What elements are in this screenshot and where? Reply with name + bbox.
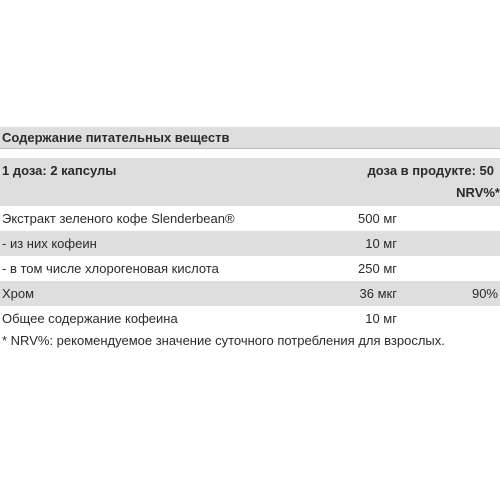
- nutrition-table: [0, 127, 500, 331]
- nutrient-name: Хром: [2, 286, 35, 301]
- table-row: [0, 281, 500, 306]
- table-row: [0, 206, 500, 231]
- table-row: [0, 231, 500, 256]
- nutrient-amount: 36 мкг: [359, 286, 397, 301]
- nutrient-amount: 250 мг: [358, 261, 397, 276]
- nutrient-amount: 10 мг: [365, 311, 397, 326]
- dose-header: [0, 158, 500, 206]
- table-row: [0, 306, 500, 331]
- serving-size: 1 доза: 2 капсулы: [2, 163, 117, 178]
- table-row: [0, 256, 500, 281]
- nrv-column-header: NRV%*: [456, 185, 500, 200]
- nutrient-name: Экстракт зеленого кофе Slenderbean®: [2, 211, 235, 226]
- servings-per-container: доза в продукте: 50: [367, 163, 494, 178]
- nutrient-amount: 500 мг: [358, 211, 397, 226]
- table-title: Содержание питательных веществ: [0, 127, 500, 148]
- nutrient-name: Общее содержание кофеина: [2, 311, 178, 326]
- nutrient-name: - в том числе хлорогеновая кислота: [2, 261, 219, 276]
- nutrient-nrv: 90%: [471, 286, 498, 301]
- nutrient-amount: 10 мг: [365, 236, 397, 251]
- nutrient-name: - из них кофеин: [2, 236, 97, 251]
- footnote: * NRV%: рекомендуемое значение суточного потребления для взрослых.: [2, 333, 445, 348]
- divider: [0, 148, 500, 158]
